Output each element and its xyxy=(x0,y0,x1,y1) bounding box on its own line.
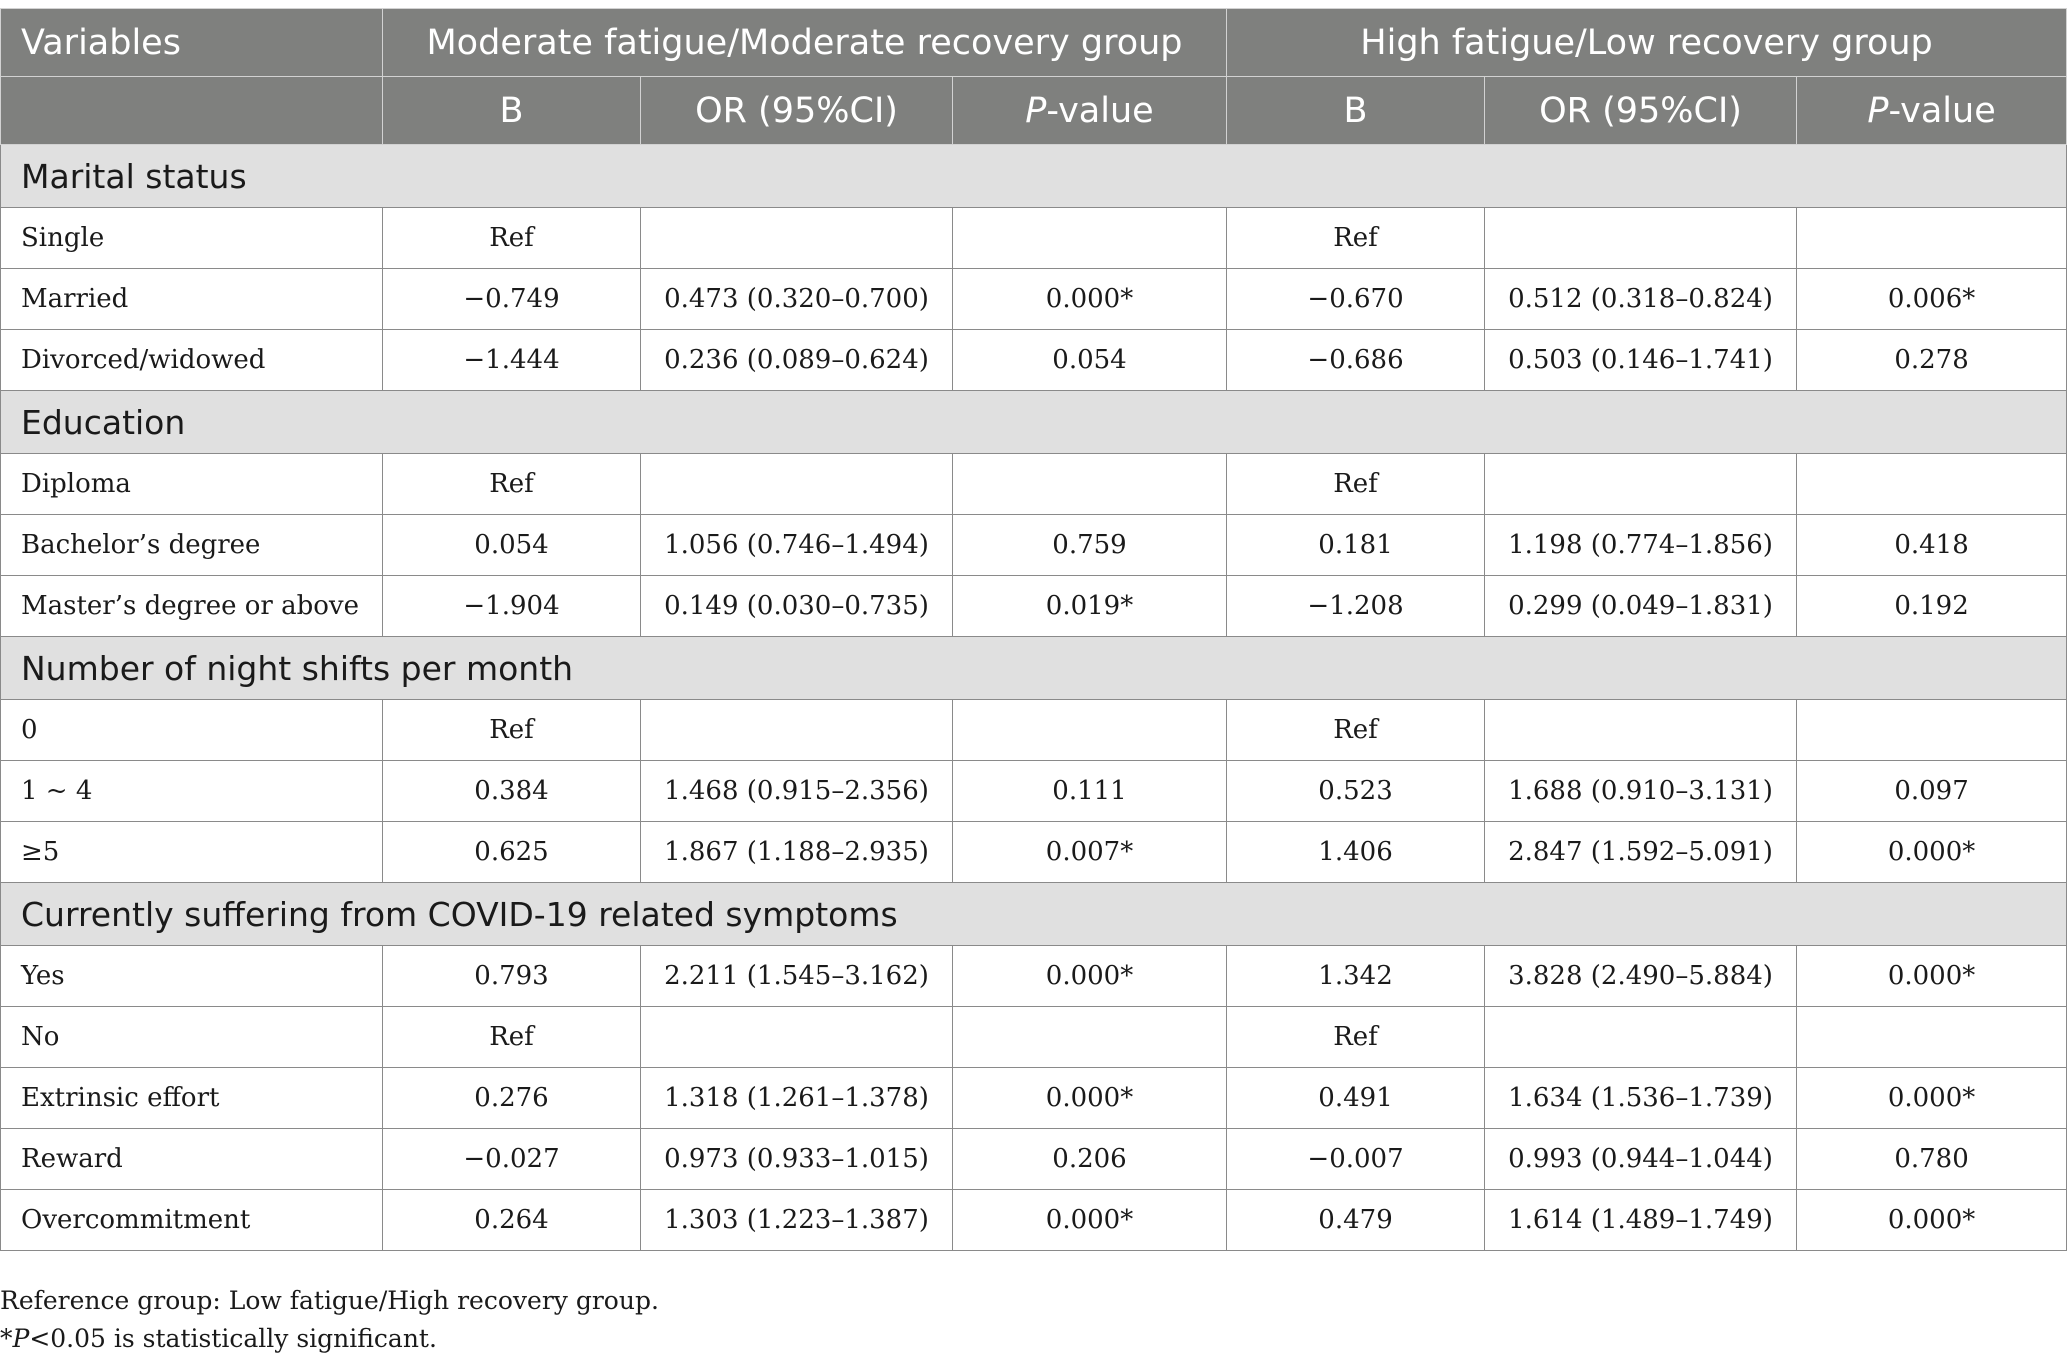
p-value-cell: 0.111 xyxy=(953,761,1227,822)
or-header: OR (95%CI) xyxy=(1485,77,1797,145)
section-row xyxy=(1,391,2067,454)
p-value-cell: 0.780 xyxy=(1797,1129,2067,1190)
p-value-cell xyxy=(953,700,1227,761)
table-row xyxy=(1,454,2067,515)
p-value-header: P-value xyxy=(953,77,1227,145)
p-value-cell: 0.000* xyxy=(953,269,1227,330)
b-cell: 0.054 xyxy=(383,515,641,576)
table-row xyxy=(1,269,2067,330)
p-value-cell xyxy=(953,208,1227,269)
b-cell: 0.384 xyxy=(383,761,641,822)
b-cell: Ref xyxy=(1227,208,1485,269)
b-cell: 1.406 xyxy=(1227,822,1485,883)
b-cell: −0.007 xyxy=(1227,1129,1485,1190)
b-cell: Ref xyxy=(383,1007,641,1068)
section-label: Education xyxy=(1,391,2067,454)
b-cell: Ref xyxy=(1227,1007,1485,1068)
or-ci-cell: 1.468 (0.915–2.356) xyxy=(641,761,953,822)
table-row xyxy=(1,761,2067,822)
b-cell: 0.491 xyxy=(1227,1068,1485,1129)
p-value-cell: 0.000* xyxy=(953,946,1227,1007)
or-ci-cell xyxy=(1485,208,1797,269)
or-ci-cell: 1.688 (0.910–3.131) xyxy=(1485,761,1797,822)
variable-label: No xyxy=(1,1007,383,1068)
or-ci-cell: 1.198 (0.774–1.856) xyxy=(1485,515,1797,576)
p-value-cell: 0.192 xyxy=(1797,576,2067,637)
table-footnotes xyxy=(0,1282,659,1358)
p-value-cell xyxy=(1797,454,2067,515)
p-value-cell: 0.097 xyxy=(1797,761,2067,822)
or-ci-cell: 2.847 (1.592–5.091) xyxy=(1485,822,1797,883)
or-ci-cell: 1.056 (0.746–1.494) xyxy=(641,515,953,576)
or-ci-cell: 1.303 (1.223–1.387) xyxy=(641,1190,953,1251)
b-cell: 1.342 xyxy=(1227,946,1485,1007)
or-ci-cell: 0.473 (0.320–0.700) xyxy=(641,269,953,330)
p-value-cell: 0.278 xyxy=(1797,330,2067,391)
group2-header: High fatigue/Low recovery group xyxy=(1227,9,2067,77)
or-ci-cell: 0.149 (0.030–0.735) xyxy=(641,576,953,637)
variable-label: Extrinsic effort xyxy=(1,1068,383,1129)
variable-label: Divorced/widowed xyxy=(1,330,383,391)
b-cell: Ref xyxy=(1227,700,1485,761)
p-value-cell: 0.000* xyxy=(953,1190,1227,1251)
p-value-cell xyxy=(1797,1007,2067,1068)
or-ci-cell: 0.503 (0.146–1.741) xyxy=(1485,330,1797,391)
or-ci-cell: 1.318 (1.261–1.378) xyxy=(641,1068,953,1129)
p-value-cell: 0.007* xyxy=(953,822,1227,883)
or-ci-cell xyxy=(641,454,953,515)
table-row xyxy=(1,946,2067,1007)
variable-label: Bachelor’s degree xyxy=(1,515,383,576)
b-cell: −0.670 xyxy=(1227,269,1485,330)
or-ci-cell: 2.211 (1.545–3.162) xyxy=(641,946,953,1007)
p-value-cell: 0.000* xyxy=(1797,1068,2067,1129)
section-label: Number of night shifts per month xyxy=(1,637,2067,700)
b-cell: 0.479 xyxy=(1227,1190,1485,1251)
p-value-cell: 0.000* xyxy=(1797,822,2067,883)
variable-label: 1 ~ 4 xyxy=(1,761,383,822)
or-header: OR (95%CI) xyxy=(641,77,953,145)
b-cell: −0.027 xyxy=(383,1129,641,1190)
or-ci-cell: 1.614 (1.489–1.749) xyxy=(1485,1190,1797,1251)
p-value-cell xyxy=(953,454,1227,515)
table-row xyxy=(1,822,2067,883)
or-ci-cell: 1.867 (1.188–2.935) xyxy=(641,822,953,883)
p-value-cell: 0.019* xyxy=(953,576,1227,637)
b-cell: Ref xyxy=(383,454,641,515)
or-ci-cell: 1.634 (1.536–1.739) xyxy=(1485,1068,1797,1129)
table-row xyxy=(1,330,2067,391)
section-row xyxy=(1,145,2067,208)
p-value-header: P-value xyxy=(1797,77,2067,145)
group1-header: Moderate fatigue/Moderate recovery group xyxy=(383,9,1227,77)
section-label: Marital status xyxy=(1,145,2067,208)
variable-label: Master’s degree or above xyxy=(1,576,383,637)
or-ci-cell xyxy=(641,208,953,269)
b-cell: 0.276 xyxy=(383,1068,641,1129)
or-ci-cell: 0.512 (0.318–0.824) xyxy=(1485,269,1797,330)
table-body xyxy=(1,145,2067,1251)
b-header: B xyxy=(1227,77,1485,145)
p-value-cell xyxy=(1797,700,2067,761)
or-ci-cell: 0.236 (0.089–0.624) xyxy=(641,330,953,391)
or-ci-cell xyxy=(641,700,953,761)
table-header xyxy=(1,9,2067,145)
or-ci-cell: 3.828 (2.490–5.884) xyxy=(1485,946,1797,1007)
variable-label: Overcommitment xyxy=(1,1190,383,1251)
b-cell: −1.904 xyxy=(383,576,641,637)
table-row xyxy=(1,576,2067,637)
or-ci-cell: 0.973 (0.933–1.015) xyxy=(641,1129,953,1190)
variable-label: Single xyxy=(1,208,383,269)
or-ci-cell xyxy=(1485,1007,1797,1068)
or-ci-cell: 0.299 (0.049–1.831) xyxy=(1485,576,1797,637)
footnote-reference: Reference group: Low fatigue/High recovery group. xyxy=(0,1286,659,1315)
p-value-cell: 0.054 xyxy=(953,330,1227,391)
or-ci-cell: 0.993 (0.944–1.044) xyxy=(1485,1129,1797,1190)
b-cell: 0.181 xyxy=(1227,515,1485,576)
section-row xyxy=(1,883,2067,946)
p-value-cell: 0.206 xyxy=(953,1129,1227,1190)
table-row xyxy=(1,515,2067,576)
variable-label: Yes xyxy=(1,946,383,1007)
variable-label: Reward xyxy=(1,1129,383,1190)
table-row xyxy=(1,1068,2067,1129)
variable-label: Diploma xyxy=(1,454,383,515)
b-cell: Ref xyxy=(383,700,641,761)
p-value-cell: 0.000* xyxy=(1797,946,2067,1007)
b-cell: 0.625 xyxy=(383,822,641,883)
p-value-cell: 0.000* xyxy=(1797,1190,2067,1251)
variable-label: Married xyxy=(1,269,383,330)
regression-table xyxy=(0,8,2067,1251)
p-value-cell: 0.006* xyxy=(1797,269,2067,330)
empty-header-cell xyxy=(1,77,383,145)
b-cell: Ref xyxy=(1227,454,1485,515)
b-cell: 0.793 xyxy=(383,946,641,1007)
table-row xyxy=(1,1007,2067,1068)
b-cell: 0.264 xyxy=(383,1190,641,1251)
b-cell: 0.523 xyxy=(1227,761,1485,822)
b-cell: −1.208 xyxy=(1227,576,1485,637)
section-label: Currently suffering from COVID-19 related symptoms xyxy=(1,883,2067,946)
p-value-cell: 0.418 xyxy=(1797,515,2067,576)
section-row xyxy=(1,637,2067,700)
or-ci-cell xyxy=(641,1007,953,1068)
b-header: B xyxy=(383,77,641,145)
table-row xyxy=(1,208,2067,269)
variable-label: ≥5 xyxy=(1,822,383,883)
table-row xyxy=(1,1129,2067,1190)
b-cell: −0.686 xyxy=(1227,330,1485,391)
or-ci-cell xyxy=(1485,700,1797,761)
table-row xyxy=(1,700,2067,761)
footnote-significance: *P<0.05 is statistically significant. xyxy=(0,1324,437,1353)
b-cell: −1.444 xyxy=(383,330,641,391)
p-value-cell xyxy=(1797,208,2067,269)
p-value-cell: 0.759 xyxy=(953,515,1227,576)
variable-label: 0 xyxy=(1,700,383,761)
p-value-cell xyxy=(953,1007,1227,1068)
or-ci-cell xyxy=(1485,454,1797,515)
b-cell: −0.749 xyxy=(383,269,641,330)
b-cell: Ref xyxy=(383,208,641,269)
variables-header: Variables xyxy=(1,9,383,77)
p-value-cell: 0.000* xyxy=(953,1068,1227,1129)
table-row xyxy=(1,1190,2067,1251)
